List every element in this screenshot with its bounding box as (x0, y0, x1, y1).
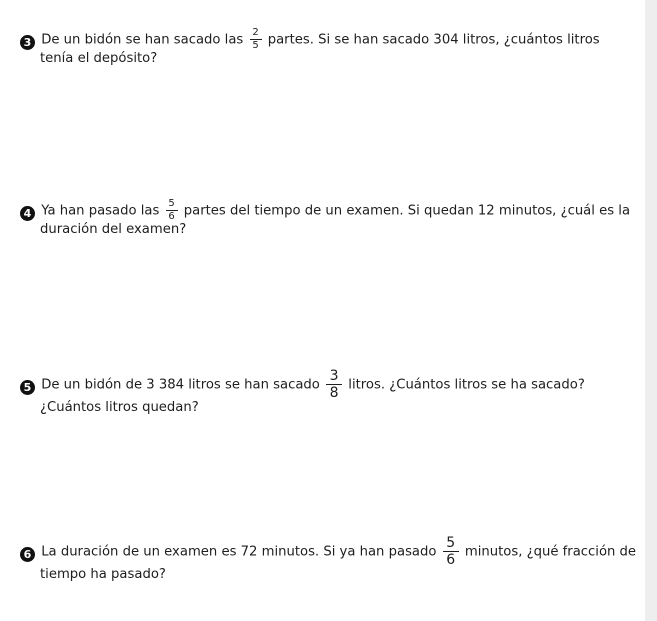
problem-6 (20, 535, 637, 584)
problem-3-text-pre: De un bidón se han sacado las (41, 32, 244, 48)
problem-4-text-post: partes del tiempo de un examen. Si quedan 12 minutos, ¿cuál es la (183, 203, 631, 219)
fraction (443, 536, 459, 567)
page-edge (645, 0, 657, 621)
problem-5-line1 (20, 369, 620, 400)
problem-6-text-post: minutos, ¿qué fracción de (464, 544, 637, 560)
problem-4-text-pre: Ya han pasado las (41, 203, 160, 219)
problem-number-badge: 5 (20, 380, 35, 395)
problem-6-line2: tiempo ha pasado? (40, 567, 166, 582)
problem-5-text-post: litros. ¿Cuántos litros se ha sacado? (348, 377, 585, 393)
problem-3 (20, 28, 620, 68)
fraction-denominator: 6 (168, 211, 175, 222)
fraction-denominator: 6 (446, 552, 456, 568)
fraction-numerator: 2 (252, 27, 259, 38)
problem-5 (20, 369, 620, 417)
problem-5-line2: ¿Cuántos litros quedan? (40, 400, 199, 415)
fraction-denominator: 8 (329, 385, 339, 401)
problem-4 (20, 198, 631, 239)
fraction-denominator: 5 (252, 40, 259, 51)
problem-4-line2: duración del examen? (40, 222, 187, 237)
fraction-numerator: 3 (329, 368, 339, 384)
problem-6-text-pre: La duración de un examen es 72 minutos. Si ya han pasado (41, 544, 437, 560)
problem-number-badge: 4 (20, 206, 35, 221)
problem-number-badge: 6 (20, 547, 35, 562)
problem-6-line1 (20, 535, 637, 568)
fraction-numerator: 5 (446, 535, 456, 551)
fraction (250, 28, 262, 51)
problem-3-text-post: partes. Si se han sacado 304 litros, ¿cuántos litros (267, 32, 600, 48)
fraction-numerator: 5 (168, 198, 175, 209)
fraction (326, 369, 342, 400)
fraction (166, 199, 178, 222)
problem-4-line1 (20, 198, 631, 222)
problem-5-text-pre: De un bidón de 3 384 litros se han sacado (41, 377, 320, 393)
problem-number-badge: 3 (20, 35, 35, 50)
problem-3-line1 (20, 28, 620, 51)
problem-3-line2: tenía el depósito? (40, 51, 158, 66)
